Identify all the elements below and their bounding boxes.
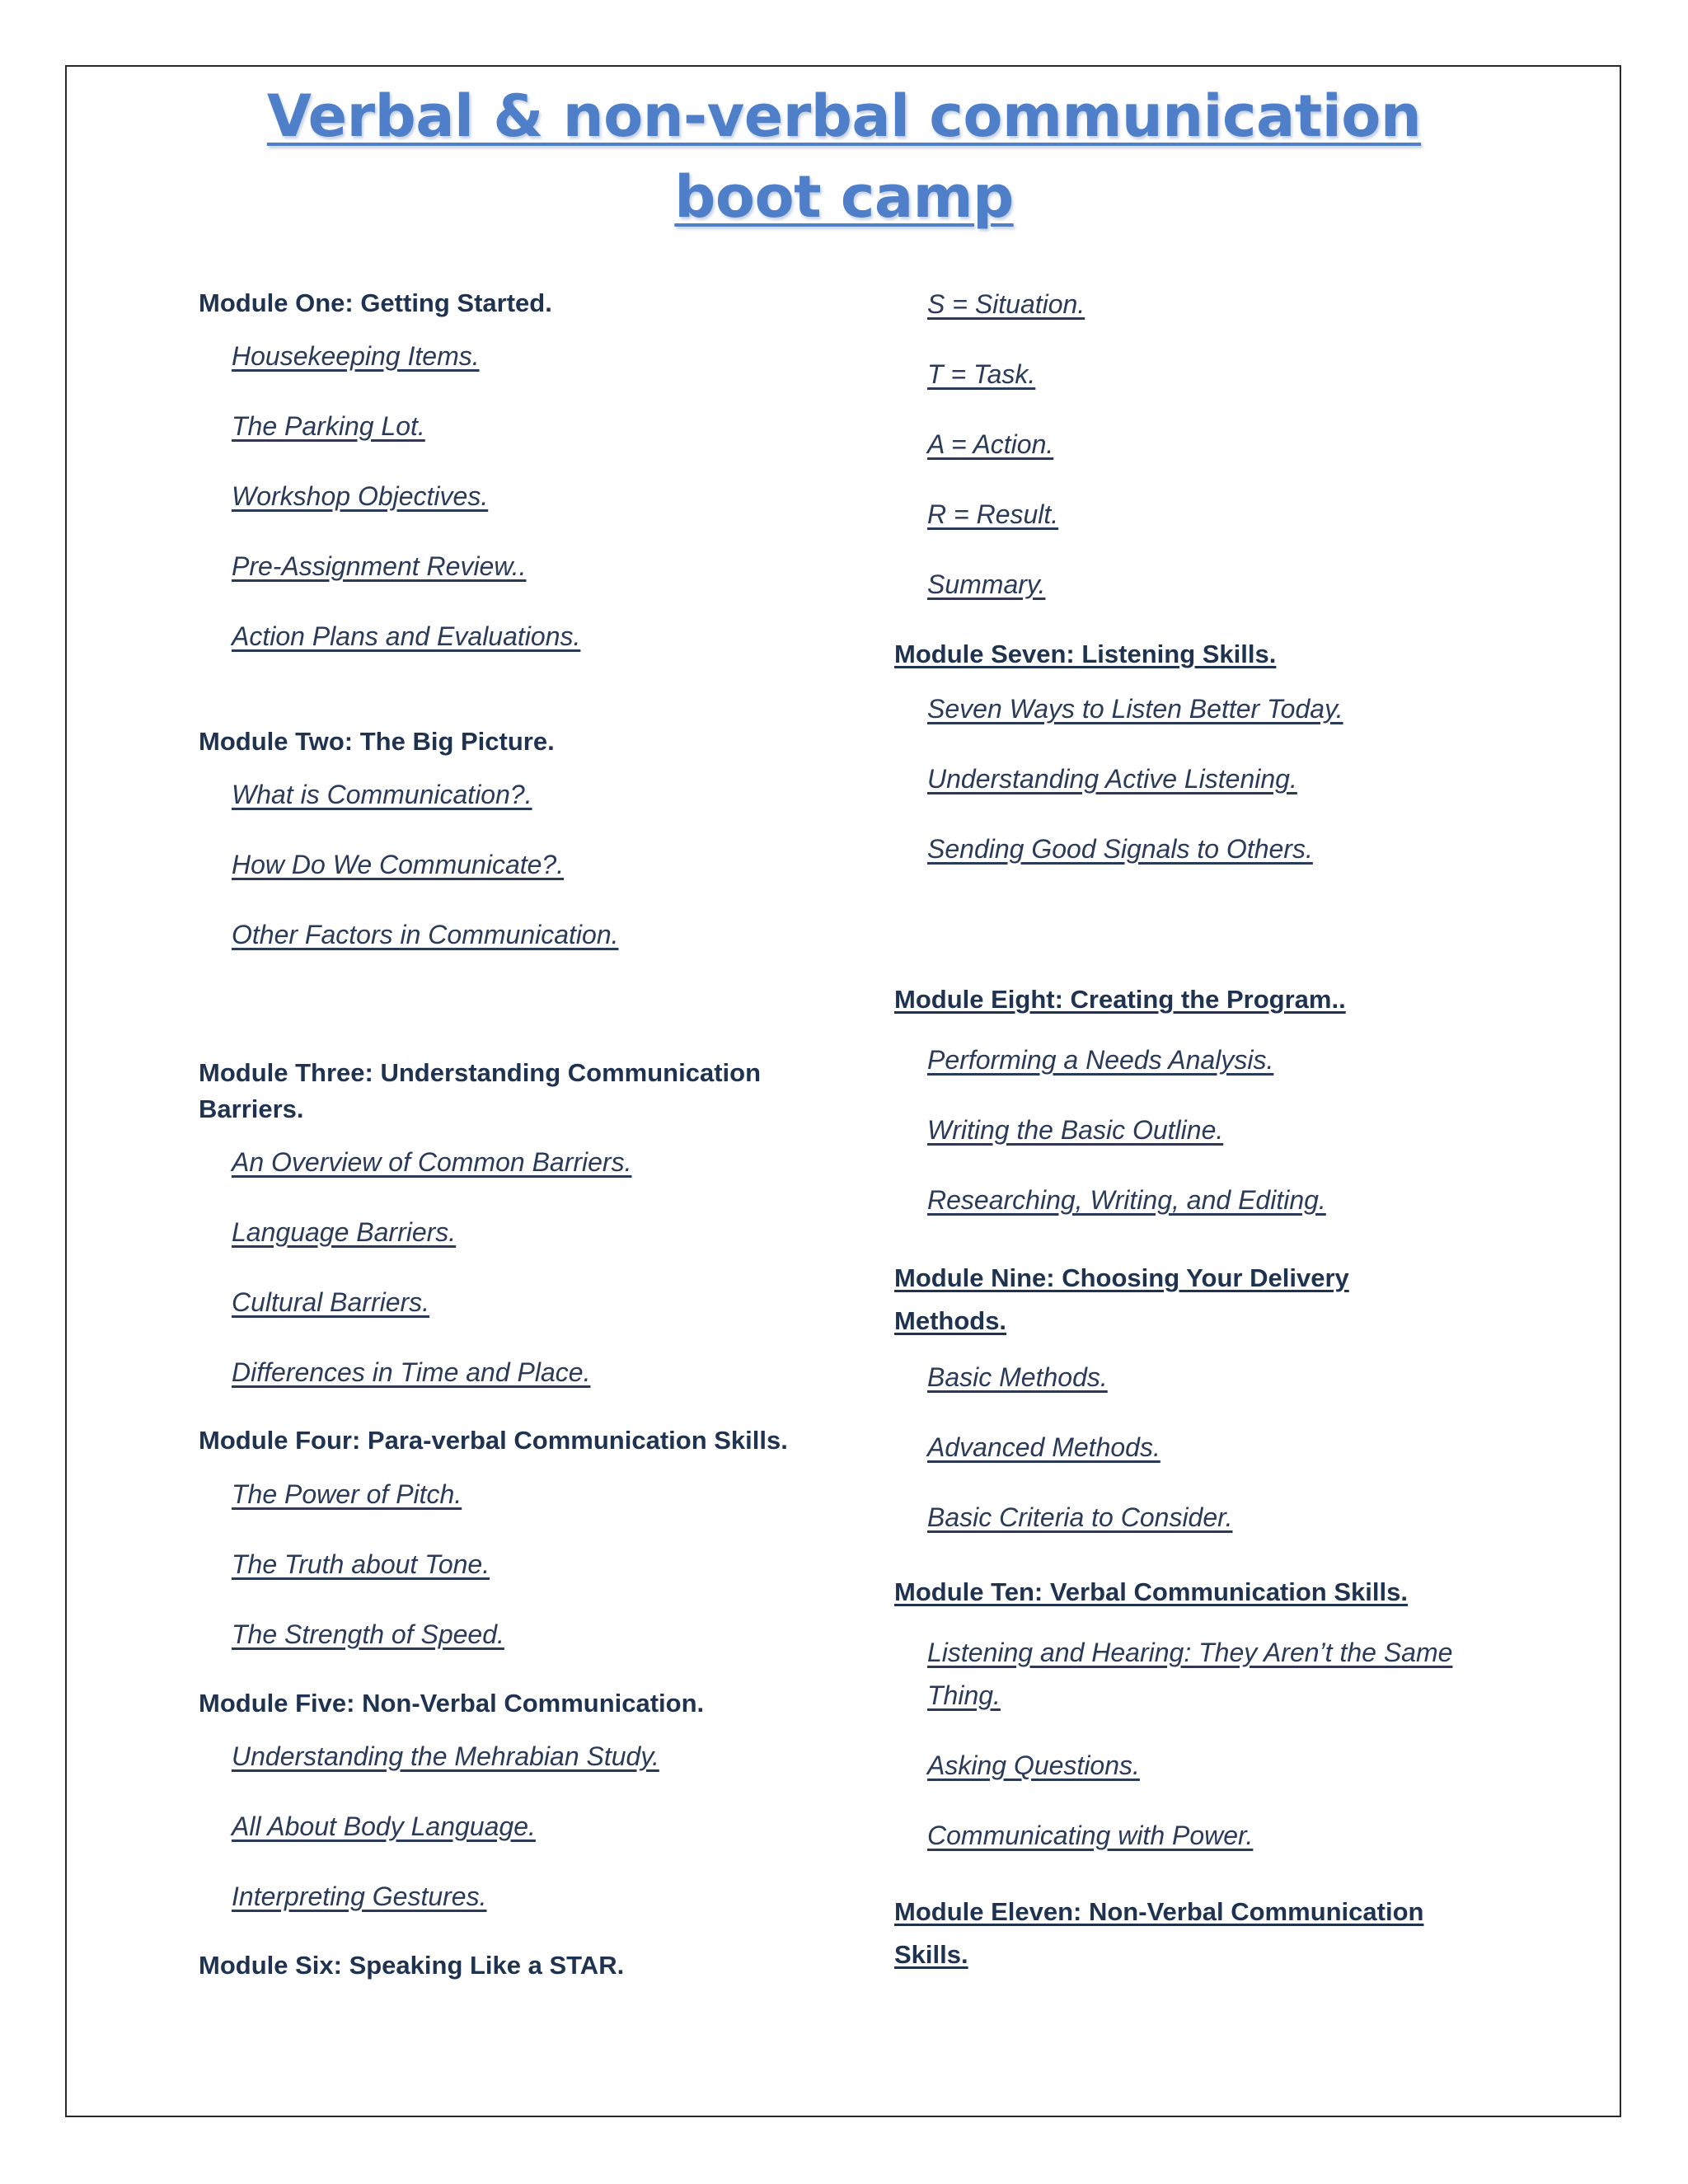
module-three-heading-line2: Barriers. [199, 1094, 304, 1123]
module-ten-heading[interactable]: Module Ten: Verbal Communication Skills. [894, 1577, 1408, 1606]
toc-link-overview-barriers[interactable]: An Overview of Common Barriers. [232, 1147, 632, 1177]
toc-link-power-of-pitch[interactable]: The Power of Pitch. [232, 1479, 462, 1509]
module-nine-heading-line1: Module Nine: Choosing Your Delivery [894, 1263, 1349, 1292]
title-line-2: boot camp [674, 163, 1014, 231]
module-five-heading: Module Five: Non-Verbal Communication. [199, 1689, 705, 1718]
module-eight-heading[interactable]: Module Eight: Creating the Program.. [894, 985, 1346, 1014]
toc-link-asking-questions[interactable]: Asking Questions. [927, 1750, 1140, 1780]
toc-link-task[interactable]: T = Task. [927, 359, 1036, 389]
toc-link-pre-assignment[interactable]: Pre-Assignment Review.. [232, 551, 527, 581]
toc-link-needs-analysis[interactable]: Performing a Needs Analysis. [927, 1045, 1274, 1075]
toc-link-summary[interactable]: Summary. [927, 569, 1046, 599]
toc-link-advanced-methods[interactable]: Advanced Methods. [927, 1432, 1160, 1462]
toc-link-situation[interactable]: S = Situation. [927, 289, 1085, 319]
module-eleven-heading-line2: Skills. [894, 1940, 968, 1969]
toc-link-how-do-we-communicate[interactable]: How Do We Communicate?. [232, 850, 565, 879]
module-one-heading: Module One: Getting Started. [199, 288, 552, 317]
toc-link-active-listening[interactable]: Understanding Active Listening. [927, 764, 1297, 794]
module-three-heading-line1: Module Three: Understanding Communication [199, 1058, 762, 1087]
toc-link-good-signals[interactable]: Sending Good Signals to Others. [927, 834, 1313, 864]
toc-link-basic-criteria[interactable]: Basic Criteria to Consider. [927, 1502, 1233, 1532]
toc-link-listening-hearing-line1: Listening and Hearing: They Aren’t the Same [927, 1638, 1453, 1667]
toc-link-communicating-power[interactable]: Communicating with Power. [927, 1821, 1254, 1850]
toc-link-mehrabian-study[interactable]: Understanding the Mehrabian Study. [232, 1741, 659, 1771]
toc-link-listening-hearing-line2[interactable]: Thing. [927, 1680, 1001, 1710]
title-line-1: Verbal & non-verbal communication [266, 82, 1422, 150]
toc-link-seven-ways[interactable]: Seven Ways to Listen Better Today. [927, 694, 1343, 724]
module-nine-heading-line2: Methods. [894, 1306, 1007, 1335]
document-title [0, 76, 1688, 237]
toc-link-other-factors[interactable]: Other Factors in Communication. [232, 920, 619, 949]
module-seven-heading[interactable]: Module Seven: Listening Skills. [894, 640, 1277, 668]
toc-link-language-barriers[interactable]: Language Barriers. [232, 1217, 457, 1247]
module-eleven-heading-line1: Module Eleven: Non-Verbal Communication [894, 1897, 1424, 1926]
toc-link-basic-methods[interactable]: Basic Methods. [927, 1362, 1108, 1392]
module-two-heading: Module Two: The Big Picture. [199, 727, 555, 756]
toc-link-strength-of-speed[interactable]: The Strength of Speed. [232, 1619, 504, 1649]
module-eleven-heading[interactable] [894, 1891, 1423, 1976]
toc-link-listening-hearing[interactable] [927, 1631, 1452, 1674]
toc-link-cultural-barriers[interactable]: Cultural Barriers. [232, 1287, 430, 1317]
toc-link-researching-writing[interactable]: Researching, Writing, and Editing. [927, 1185, 1326, 1215]
toc-link-workshop-objectives[interactable]: Workshop Objectives. [232, 481, 489, 511]
toc-link-result[interactable]: R = Result. [927, 499, 1059, 529]
toc-link-basic-outline[interactable]: Writing the Basic Outline. [927, 1115, 1224, 1145]
toc-link-truth-about-tone[interactable]: The Truth about Tone. [232, 1549, 490, 1579]
toc-link-time-and-place[interactable]: Differences in Time and Place. [232, 1357, 591, 1387]
module-three-heading [199, 1055, 761, 1127]
module-four-heading: Module Four: Para-verbal Communication Skills. [199, 1426, 788, 1455]
toc-link-action[interactable]: A = Action. [927, 429, 1054, 459]
toc-link-housekeeping[interactable]: Housekeeping Items. [232, 341, 480, 371]
module-six-heading: Module Six: Speaking Like a STAR. [199, 1951, 625, 1980]
toc-link-action-plans[interactable]: Action Plans and Evaluations. [232, 621, 581, 651]
toc-link-parking-lot[interactable]: The Parking Lot. [232, 411, 425, 441]
module-nine-heading[interactable] [894, 1257, 1349, 1343]
toc-link-body-language[interactable]: All About Body Language. [232, 1811, 536, 1841]
toc-link-what-is-communication[interactable]: What is Communication?. [232, 780, 532, 809]
toc-link-interpreting-gestures[interactable]: Interpreting Gestures. [232, 1882, 487, 1911]
